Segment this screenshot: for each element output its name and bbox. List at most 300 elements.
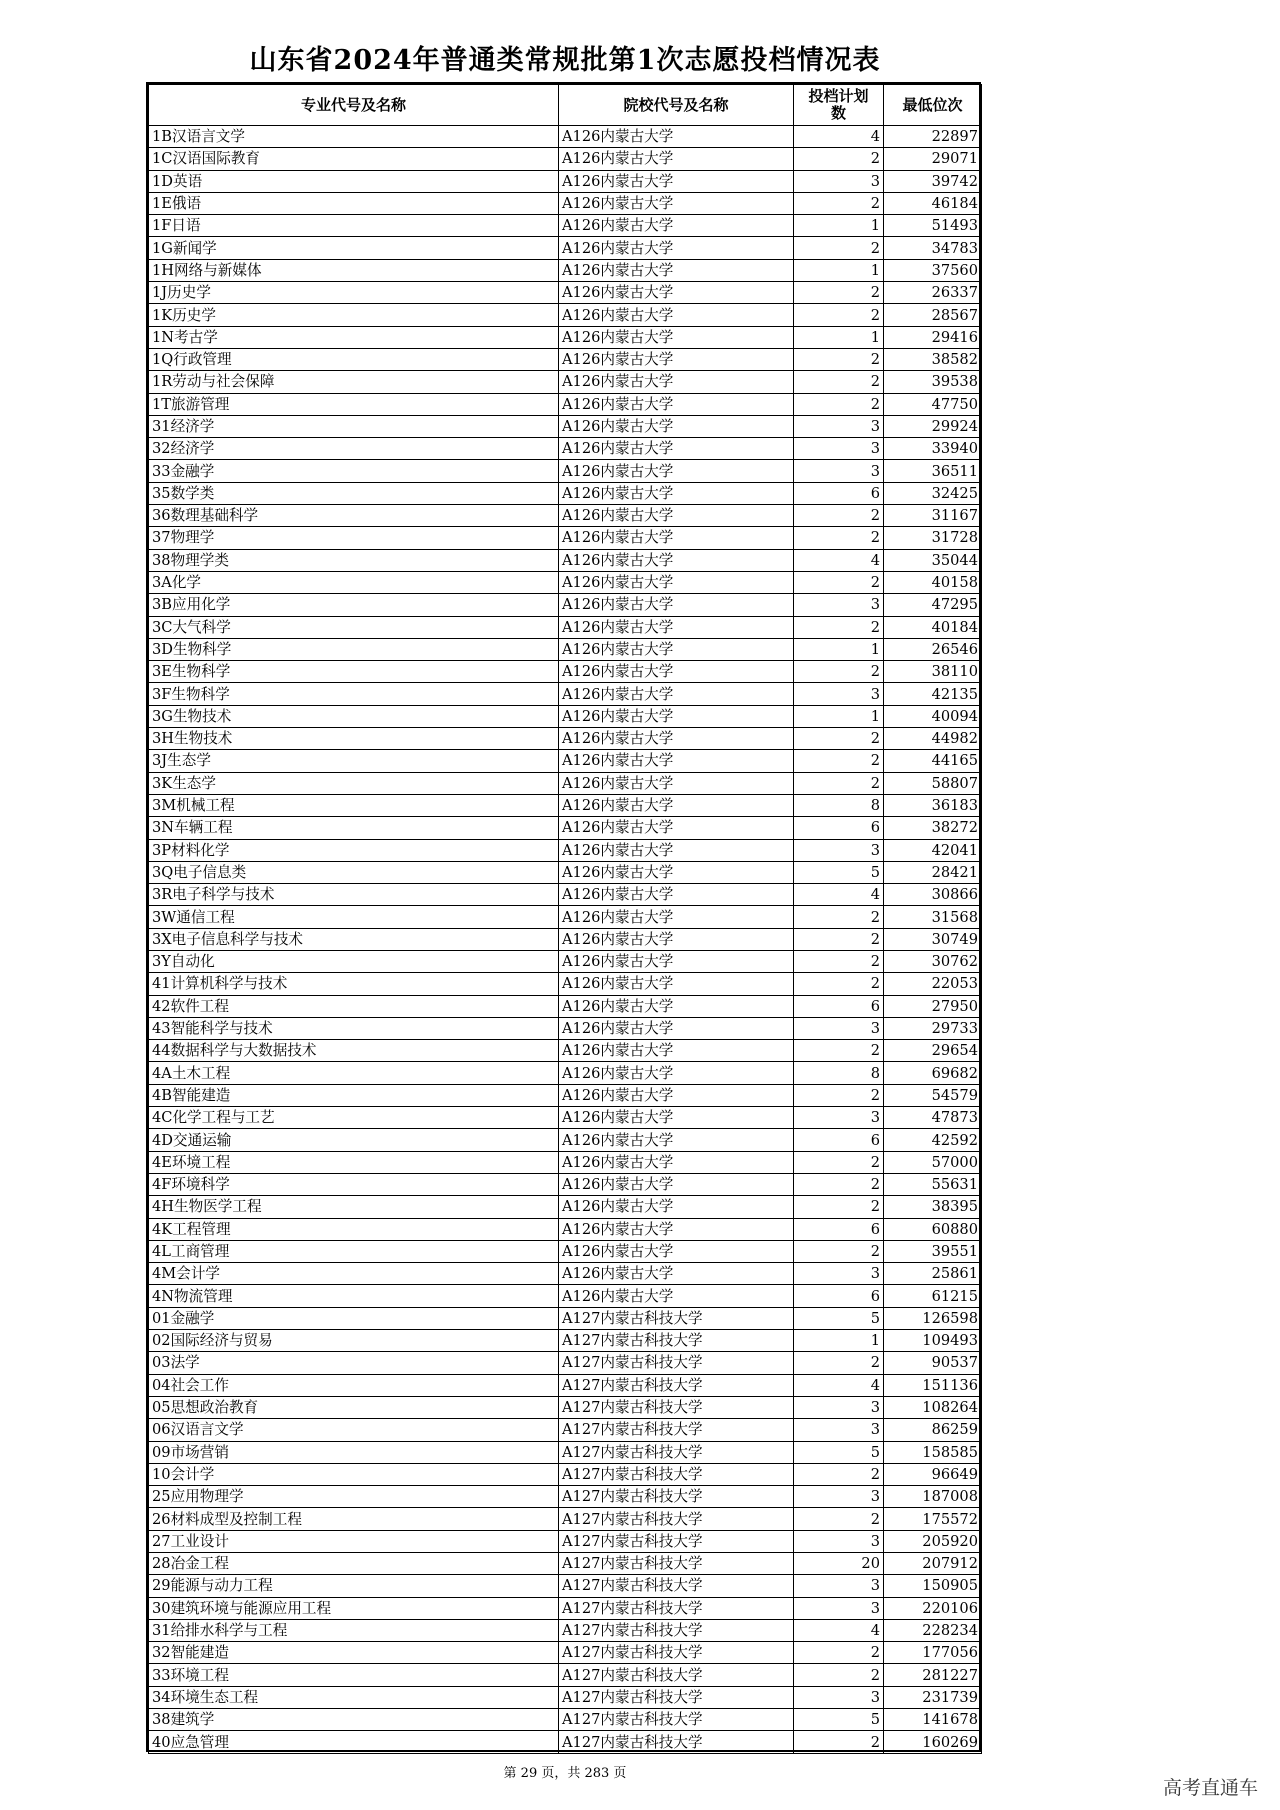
cell-plan: 3 <box>794 1575 884 1597</box>
cell-school: A127内蒙古科技大学 <box>559 1530 794 1552</box>
cell-rank: 39538 <box>884 371 982 393</box>
cell-rank: 69682 <box>884 1062 982 1084</box>
cell-plan: 3 <box>794 594 884 616</box>
cell-rank: 46184 <box>884 192 982 214</box>
cell-major: 1J历史学 <box>149 282 559 304</box>
cell-rank: 60880 <box>884 1218 982 1240</box>
table-row <box>149 571 982 593</box>
table-row <box>149 1619 982 1641</box>
cell-school: A126内蒙古大学 <box>559 616 794 638</box>
table-row <box>149 1486 982 1508</box>
cell-major: 3X电子信息科学与技术 <box>149 928 559 950</box>
table-row <box>149 1709 982 1731</box>
table-row <box>149 482 982 504</box>
cell-rank: 187008 <box>884 1486 982 1508</box>
table-row <box>149 1062 982 1084</box>
cell-major: 27工业设计 <box>149 1530 559 1552</box>
cell-plan: 2 <box>794 1731 884 1753</box>
cell-school: A127内蒙古科技大学 <box>559 1686 794 1708</box>
cell-plan: 2 <box>794 393 884 415</box>
cell-rank: 29071 <box>884 148 982 170</box>
cell-school: A126内蒙古大学 <box>559 794 794 816</box>
cell-major: 02国际经济与贸易 <box>149 1330 559 1352</box>
cell-rank: 38582 <box>884 348 982 370</box>
cell-major: 4M会计学 <box>149 1263 559 1285</box>
cell-rank: 28421 <box>884 861 982 883</box>
cell-plan: 3 <box>794 460 884 482</box>
cell-school: A126内蒙古大学 <box>559 415 794 437</box>
table-row <box>149 683 982 705</box>
cell-school: A127内蒙古科技大学 <box>559 1553 794 1575</box>
cell-rank: 177056 <box>884 1642 982 1664</box>
table-row <box>149 326 982 348</box>
cell-school: A127内蒙古科技大学 <box>559 1441 794 1463</box>
cell-school: A126内蒙古大学 <box>559 928 794 950</box>
table-row <box>149 304 982 326</box>
cell-rank: 25861 <box>884 1263 982 1285</box>
cell-school: A126内蒙古大学 <box>559 728 794 750</box>
table-row <box>149 1575 982 1597</box>
table-row <box>149 906 982 928</box>
cell-rank: 47750 <box>884 393 982 415</box>
cell-school: A127内蒙古科技大学 <box>559 1575 794 1597</box>
cell-school: A126内蒙古大学 <box>559 505 794 527</box>
cell-rank: 150905 <box>884 1575 982 1597</box>
table-row <box>149 1463 982 1485</box>
cell-major: 4B智能建造 <box>149 1084 559 1106</box>
cell-major: 37物理学 <box>149 527 559 549</box>
table-header-row <box>149 85 982 126</box>
table-row <box>149 1196 982 1218</box>
table-row <box>149 1441 982 1463</box>
cell-rank: 51493 <box>884 215 982 237</box>
cell-plan: 3 <box>794 1486 884 1508</box>
cell-plan: 3 <box>794 1686 884 1708</box>
cell-school: A126内蒙古大学 <box>559 393 794 415</box>
cell-major: 4C化学工程与工艺 <box>149 1107 559 1129</box>
cell-major: 33环境工程 <box>149 1664 559 1686</box>
cell-plan: 2 <box>794 1173 884 1195</box>
cell-rank: 40094 <box>884 705 982 727</box>
table-row <box>149 995 982 1017</box>
table-row <box>149 661 982 683</box>
cell-plan: 1 <box>794 326 884 348</box>
cell-rank: 31728 <box>884 527 982 549</box>
cell-school: A126内蒙古大学 <box>559 1040 794 1062</box>
cell-plan: 2 <box>794 282 884 304</box>
cell-major: 3Q电子信息类 <box>149 861 559 883</box>
cell-plan: 3 <box>794 683 884 705</box>
cell-rank: 44982 <box>884 728 982 750</box>
cell-plan: 3 <box>794 1017 884 1039</box>
cell-rank: 44165 <box>884 750 982 772</box>
cell-major: 4N物流管理 <box>149 1285 559 1307</box>
cell-school: A126内蒙古大学 <box>559 460 794 482</box>
cell-major: 3H生物技术 <box>149 728 559 750</box>
cell-school: A126内蒙古大学 <box>559 527 794 549</box>
cell-major: 3A化学 <box>149 571 559 593</box>
cell-rank: 39742 <box>884 170 982 192</box>
cell-major: 44数据科学与大数据技术 <box>149 1040 559 1062</box>
cell-rank: 36511 <box>884 460 982 482</box>
cell-plan: 2 <box>794 348 884 370</box>
cell-plan: 5 <box>794 1441 884 1463</box>
cell-plan: 4 <box>794 1374 884 1396</box>
cell-plan: 5 <box>794 1307 884 1329</box>
cell-plan: 8 <box>794 1062 884 1084</box>
cell-plan: 2 <box>794 1240 884 1262</box>
cell-school: A126内蒙古大学 <box>559 1173 794 1195</box>
cell-major: 29能源与动力工程 <box>149 1575 559 1597</box>
table-row <box>149 1530 982 1552</box>
table-row <box>149 1664 982 1686</box>
table-row <box>149 1263 982 1285</box>
cell-plan: 5 <box>794 1709 884 1731</box>
cell-major: 1B汉语言文学 <box>149 126 559 148</box>
cell-major: 4D交通运输 <box>149 1129 559 1151</box>
cell-major: 1R劳动与社会保障 <box>149 371 559 393</box>
cell-rank: 54579 <box>884 1084 982 1106</box>
cell-plan: 1 <box>794 215 884 237</box>
cell-plan: 4 <box>794 884 884 906</box>
cell-rank: 61215 <box>884 1285 982 1307</box>
cell-school: A127内蒙古科技大学 <box>559 1419 794 1441</box>
table-row <box>149 728 982 750</box>
table-row <box>149 282 982 304</box>
cell-rank: 26337 <box>884 282 982 304</box>
table-row <box>149 1285 982 1307</box>
cell-rank: 55631 <box>884 1173 982 1195</box>
cell-rank: 29416 <box>884 326 982 348</box>
table-row <box>149 460 982 482</box>
cell-school: A127内蒙古科技大学 <box>559 1642 794 1664</box>
cell-rank: 38395 <box>884 1196 982 1218</box>
cell-plan: 2 <box>794 192 884 214</box>
cell-rank: 141678 <box>884 1709 982 1731</box>
cell-plan: 2 <box>794 772 884 794</box>
cell-plan: 2 <box>794 304 884 326</box>
cell-rank: 38272 <box>884 817 982 839</box>
cell-major: 4L工商管理 <box>149 1240 559 1262</box>
cell-plan: 6 <box>794 1129 884 1151</box>
cell-rank: 38110 <box>884 661 982 683</box>
cell-major: 43智能科学与技术 <box>149 1017 559 1039</box>
cell-school: A127内蒙古科技大学 <box>559 1508 794 1530</box>
table-row <box>149 1040 982 1062</box>
cell-major: 30建筑环境与能源应用工程 <box>149 1597 559 1619</box>
cell-plan: 5 <box>794 861 884 883</box>
table-row <box>149 1508 982 1530</box>
cell-rank: 160269 <box>884 1731 982 1753</box>
table-row <box>149 861 982 883</box>
table-row <box>149 928 982 950</box>
cell-school: A126内蒙古大学 <box>559 1285 794 1307</box>
cell-school: A126内蒙古大学 <box>559 594 794 616</box>
cell-school: A126内蒙古大学 <box>559 192 794 214</box>
cell-plan: 2 <box>794 571 884 593</box>
cell-rank: 47295 <box>884 594 982 616</box>
table-row <box>149 1330 982 1352</box>
table-row <box>149 393 982 415</box>
cell-major: 1D英语 <box>149 170 559 192</box>
cell-school: A126内蒙古大学 <box>559 1017 794 1039</box>
cell-rank: 42135 <box>884 683 982 705</box>
cell-plan: 2 <box>794 1196 884 1218</box>
table-row <box>149 505 982 527</box>
table-row <box>149 616 982 638</box>
cell-rank: 31568 <box>884 906 982 928</box>
cell-school: A126内蒙古大学 <box>559 839 794 861</box>
table-row <box>149 438 982 460</box>
cell-major: 1K历史学 <box>149 304 559 326</box>
cell-plan: 2 <box>794 1040 884 1062</box>
cell-major: 1C汉语国际教育 <box>149 148 559 170</box>
table-row <box>149 415 982 437</box>
cell-major: 4K工程管理 <box>149 1218 559 1240</box>
cell-school: A126内蒙古大学 <box>559 438 794 460</box>
cell-rank: 37560 <box>884 259 982 281</box>
cell-rank: 35044 <box>884 549 982 571</box>
cell-major: 1G新闻学 <box>149 237 559 259</box>
cell-plan: 3 <box>794 1530 884 1552</box>
cell-school: A126内蒙古大学 <box>559 259 794 281</box>
cell-rank: 109493 <box>884 1330 982 1352</box>
cell-rank: 205920 <box>884 1530 982 1552</box>
cell-plan: 2 <box>794 1642 884 1664</box>
cell-rank: 126598 <box>884 1307 982 1329</box>
cell-school: A126内蒙古大学 <box>559 1062 794 1084</box>
table-row <box>149 750 982 772</box>
cell-school: A126内蒙古大学 <box>559 1084 794 1106</box>
cell-major: 38物理学类 <box>149 549 559 571</box>
cell-rank: 36183 <box>884 794 982 816</box>
table-row <box>149 348 982 370</box>
cell-school: A126内蒙古大学 <box>559 237 794 259</box>
cell-major: 3W通信工程 <box>149 906 559 928</box>
cell-major: 4F环境科学 <box>149 1173 559 1195</box>
cell-major: 3M机械工程 <box>149 794 559 816</box>
cell-plan: 4 <box>794 126 884 148</box>
cell-school: A126内蒙古大学 <box>559 170 794 192</box>
cell-major: 38建筑学 <box>149 1709 559 1731</box>
cell-rank: 22053 <box>884 973 982 995</box>
cell-rank: 96649 <box>884 1463 982 1485</box>
cell-school: A127内蒙古科技大学 <box>559 1352 794 1374</box>
table-row <box>149 1151 982 1173</box>
cell-school: A126内蒙古大学 <box>559 1240 794 1262</box>
cell-school: A127内蒙古科技大学 <box>559 1709 794 1731</box>
cell-plan: 2 <box>794 1151 884 1173</box>
cell-plan: 2 <box>794 1084 884 1106</box>
cell-school: A126内蒙古大学 <box>559 1129 794 1151</box>
table-row <box>149 1307 982 1329</box>
cell-plan: 6 <box>794 1218 884 1240</box>
cell-school: A127内蒙古科技大学 <box>559 1664 794 1686</box>
cell-plan: 6 <box>794 995 884 1017</box>
cell-school: A127内蒙古科技大学 <box>559 1330 794 1352</box>
table-row <box>149 148 982 170</box>
cell-major: 10会计学 <box>149 1463 559 1485</box>
cell-rank: 30762 <box>884 950 982 972</box>
cell-major: 3C大气科学 <box>149 616 559 638</box>
cell-school: A127内蒙古科技大学 <box>559 1307 794 1329</box>
cell-school: A126内蒙古大学 <box>559 549 794 571</box>
admission-table <box>148 84 982 1754</box>
table-row <box>149 1218 982 1240</box>
cell-plan: 1 <box>794 705 884 727</box>
cell-major: 33金融学 <box>149 460 559 482</box>
cell-school: A126内蒙古大学 <box>559 326 794 348</box>
cell-rank: 108264 <box>884 1396 982 1418</box>
cell-major: 42软件工程 <box>149 995 559 1017</box>
cell-rank: 26546 <box>884 638 982 660</box>
page-title: 山东省2024年普通类常规批第1次志愿投档情况表 <box>249 45 881 76</box>
cell-plan: 2 <box>794 505 884 527</box>
cell-plan: 8 <box>794 794 884 816</box>
header-major: 专业代号及名称 <box>149 85 559 126</box>
cell-plan: 6 <box>794 1285 884 1307</box>
table-row <box>149 549 982 571</box>
cell-rank: 175572 <box>884 1508 982 1530</box>
cell-plan: 2 <box>794 950 884 972</box>
cell-major: 09市场营销 <box>149 1441 559 1463</box>
table-row <box>149 594 982 616</box>
cell-school: A126内蒙古大学 <box>559 995 794 1017</box>
cell-plan: 3 <box>794 438 884 460</box>
cell-plan: 2 <box>794 928 884 950</box>
header-rank: 最低位次 <box>884 85 982 126</box>
cell-major: 31经济学 <box>149 415 559 437</box>
cell-plan: 1 <box>794 1330 884 1352</box>
cell-plan: 2 <box>794 661 884 683</box>
cell-plan: 4 <box>794 1619 884 1641</box>
cell-rank: 228234 <box>884 1619 982 1641</box>
header-plan: 投档计划数 <box>794 85 884 126</box>
cell-major: 1N考古学 <box>149 326 559 348</box>
cell-rank: 158585 <box>884 1441 982 1463</box>
cell-plan: 2 <box>794 371 884 393</box>
cell-school: A127内蒙古科技大学 <box>559 1597 794 1619</box>
table-row <box>149 973 982 995</box>
cell-school: A126内蒙古大学 <box>559 571 794 593</box>
cell-plan: 2 <box>794 1508 884 1530</box>
cell-major: 3R电子科学与技术 <box>149 884 559 906</box>
cell-school: A126内蒙古大学 <box>559 906 794 928</box>
cell-plan: 3 <box>794 1419 884 1441</box>
cell-rank: 40158 <box>884 571 982 593</box>
cell-plan: 2 <box>794 1352 884 1374</box>
cell-plan: 2 <box>794 973 884 995</box>
cell-major: 32智能建造 <box>149 1642 559 1664</box>
cell-major: 1H网络与新媒体 <box>149 259 559 281</box>
cell-plan: 6 <box>794 817 884 839</box>
cell-rank: 31167 <box>884 505 982 527</box>
table-row <box>149 1017 982 1039</box>
cell-school: A127内蒙古科技大学 <box>559 1374 794 1396</box>
table-row <box>149 1352 982 1374</box>
table-row <box>149 1731 982 1753</box>
cell-major: 35数学类 <box>149 482 559 504</box>
cell-plan: 1 <box>794 259 884 281</box>
cell-plan: 2 <box>794 148 884 170</box>
table-row <box>149 839 982 861</box>
cell-rank: 231739 <box>884 1686 982 1708</box>
cell-major: 04社会工作 <box>149 1374 559 1396</box>
cell-rank: 33940 <box>884 438 982 460</box>
table-row <box>149 817 982 839</box>
cell-plan: 2 <box>794 906 884 928</box>
cell-rank: 22897 <box>884 126 982 148</box>
cell-major: 32经济学 <box>149 438 559 460</box>
cell-major: 36数理基础科学 <box>149 505 559 527</box>
table-row <box>149 1240 982 1262</box>
cell-school: A126内蒙古大学 <box>559 1196 794 1218</box>
cell-school: A127内蒙古科技大学 <box>559 1463 794 1485</box>
cell-rank: 90537 <box>884 1352 982 1374</box>
cell-school: A127内蒙古科技大学 <box>559 1619 794 1641</box>
table-row <box>149 1553 982 1575</box>
cell-major: 3P材料化学 <box>149 839 559 861</box>
cell-rank: 58807 <box>884 772 982 794</box>
cell-major: 01金融学 <box>149 1307 559 1329</box>
cell-major: 1Q行政管理 <box>149 348 559 370</box>
cell-rank: 27950 <box>884 995 982 1017</box>
cell-rank: 39551 <box>884 1240 982 1262</box>
cell-school: A126内蒙古大学 <box>559 884 794 906</box>
cell-plan: 3 <box>794 1396 884 1418</box>
cell-plan: 2 <box>794 750 884 772</box>
cell-major: 05思想政治教育 <box>149 1396 559 1418</box>
cell-plan: 2 <box>794 1463 884 1485</box>
cell-rank: 29733 <box>884 1017 982 1039</box>
table-row <box>149 1374 982 1396</box>
cell-rank: 34783 <box>884 237 982 259</box>
cell-school: A126内蒙古大学 <box>559 661 794 683</box>
cell-rank: 42041 <box>884 839 982 861</box>
cell-school: A126内蒙古大学 <box>559 750 794 772</box>
table-row <box>149 126 982 148</box>
cell-plan: 2 <box>794 237 884 259</box>
cell-school: A126内蒙古大学 <box>559 126 794 148</box>
table-row <box>149 1173 982 1195</box>
cell-plan: 3 <box>794 1597 884 1619</box>
table-row <box>149 705 982 727</box>
cell-school: A126内蒙古大学 <box>559 861 794 883</box>
cell-school: A126内蒙古大学 <box>559 348 794 370</box>
cell-rank: 29654 <box>884 1040 982 1062</box>
cell-school: A127内蒙古科技大学 <box>559 1731 794 1753</box>
cell-rank: 220106 <box>884 1597 982 1619</box>
cell-rank: 281227 <box>884 1664 982 1686</box>
cell-school: A126内蒙古大学 <box>559 282 794 304</box>
cell-rank: 47873 <box>884 1107 982 1129</box>
cell-major: 4E环境工程 <box>149 1151 559 1173</box>
table-row <box>149 1597 982 1619</box>
cell-plan: 2 <box>794 728 884 750</box>
cell-school: A126内蒙古大学 <box>559 683 794 705</box>
table-row <box>149 884 982 906</box>
cell-major: 41计算机科学与技术 <box>149 973 559 995</box>
cell-plan: 3 <box>794 839 884 861</box>
cell-school: A126内蒙古大学 <box>559 817 794 839</box>
cell-rank: 28567 <box>884 304 982 326</box>
cell-rank: 40184 <box>884 616 982 638</box>
cell-major: 3J生态学 <box>149 750 559 772</box>
cell-school: A126内蒙古大学 <box>559 638 794 660</box>
cell-rank: 207912 <box>884 1553 982 1575</box>
cell-major: 3G生物技术 <box>149 705 559 727</box>
cell-school: A126内蒙古大学 <box>559 215 794 237</box>
